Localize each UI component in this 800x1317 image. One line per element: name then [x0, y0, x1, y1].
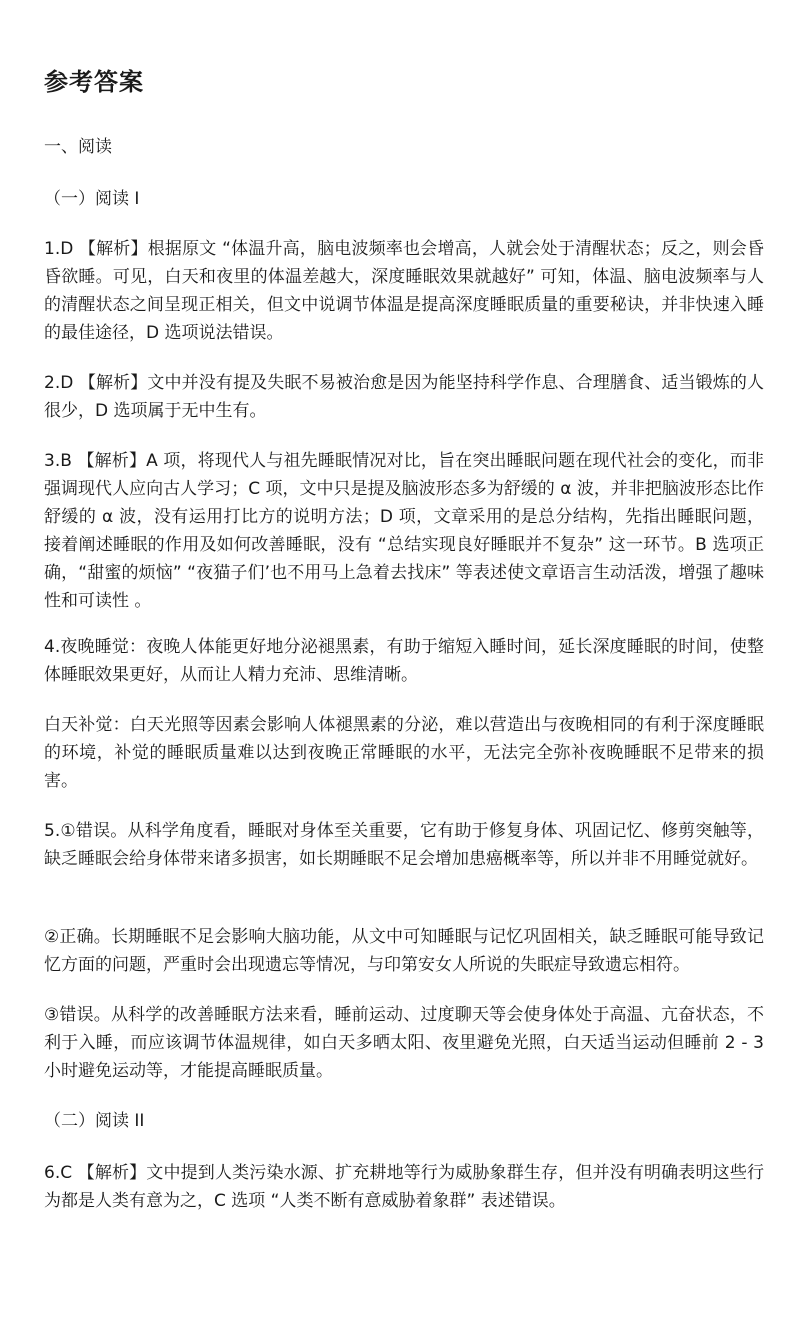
answer-5-item-3: ③错误。从科学的改善睡眠方法来看，睡前运动、过度聊天等会使身体处于高温、亢奋状态，不利于入睡，而应该调节体温规律，如白天多晒太阳、夜里避免光照，白天适当运动但睡前 2 - 3 小时避免运动等，才能提高睡眠质量。 — [44, 1005, 764, 1081]
answer-2: 2.D 【解析】文中并没有提及失眠不易被治愈是因为能坚持科学作息、合理膳食、适当锻炼的人很少，D 选项属于无中生有。 — [44, 373, 764, 421]
answer-1: 1.D 【解析】根据原文 “体温升高，脑电波频率也会增高，人就会处于清醒状态；反之，则会昏昏欲睡。可见，白天和夜里的体温差越大，深度睡眠效果就越好” 可知，体温、脑电波频率与人的清醒状态之间呈现正相关，但文中说调节体温是提高深度睡眠质量的重要秘诀，并非快速入睡的最佳途径，D 选项说法错误。 — [44, 239, 764, 343]
answer-4-day: 白天补觉：白天光照等因素会影响人体褪黑素的分泌，难以营造出与夜晚相同的有利于深度睡眠的环境，补觉的睡眠质量难以达到夜晚正常睡眠的水平，无法完全弥补夜晚睡眠不足带来的损害。 — [44, 715, 764, 791]
answer-6: 6.C 【解析】文中提到人类污染水源、扩充耕地等行为威胁象群生存，但并没有明确表明这些行为都是人类有意为之，C 选项 “人类不断有意威胁着象群” 表述错误。 — [44, 1163, 764, 1211]
subsection-heading-reading-1: （一）阅读 I — [44, 189, 140, 209]
section-heading-reading: 一、阅读 — [44, 137, 112, 157]
answer-5-item-2: ②正确。长期睡眠不足会影响大脑功能，从文中可知睡眠与记忆巩固相关，缺乏睡眠可能导致记忆方面的问题，严重时会出现遗忘等情况，与印第安女人所说的失眠症导致遗忘相符。 — [44, 927, 764, 975]
answer-3: 3.B 【解析】A 项，将现代人与祖先睡眠情况对比，旨在突出睡眠问题在现代社会的变化，而非强调现代人应向古人学习；C 项，文中只是提及脑波形态多为舒缓的 α 波，并非把脑波形态比作舒缓的 α 波，没有运用打比方的说明方法；D 项，文章采用的是总分结构，先指出睡眠问题，接着阐述睡眠的作用及如何改善睡眠，没有 “总结实现良好睡眠并不复杂” 这一环节。B 选项正确，“甜蜜的烦恼” “夜猫子们’也不用马上急着去找床” 等表述使文章语言生动活泼，增强了趣味性和可读性 。 — [44, 451, 764, 611]
subsection-heading-reading-2: （二）阅读 II — [44, 1111, 145, 1131]
answer-4-night: 4.夜晚睡觉：夜晚人体能更好地分泌褪黑素，有助于缩短入睡时间，延长深度睡眠的时间，使整体睡眠效果更好，从而让人精力充沛、思维清晰。 — [44, 637, 764, 685]
answer-5-item-1: 5.①错误。从科学角度看，睡眠对身体至关重要，它有助于修复身体、巩固记忆、修剪突触等，缺乏睡眠会给身体带来诸多损害，如长期睡眠不足会增加患癌概率等，所以并非不用睡觉就好。 — [44, 821, 764, 869]
page-title: 参考答案 — [44, 68, 144, 96]
